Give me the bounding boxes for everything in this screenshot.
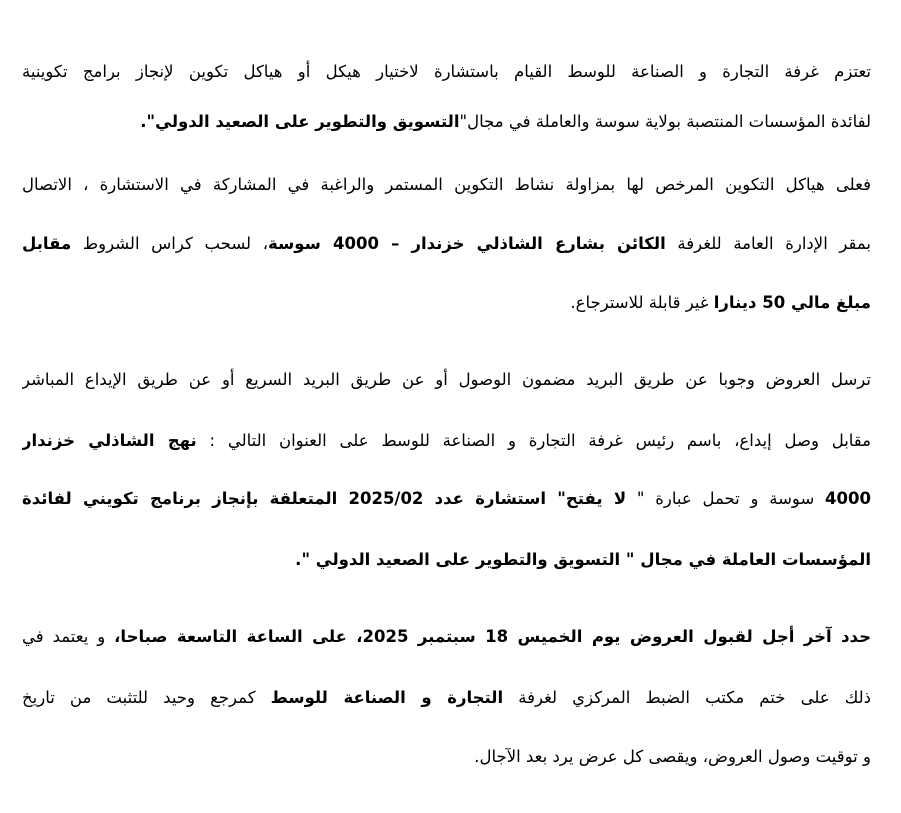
p2-line2-address: الكائن بشارع الشاذلي خزندار – 4000 سوسة xyxy=(268,234,666,253)
p1-line2-c: ". xyxy=(140,112,156,131)
p4-line3 xyxy=(22,744,871,770)
p4-line3-text: و توقيت وصول العروض، ويقصى كل عرض يرد بعد الآجال. xyxy=(474,747,871,766)
p3-line2-a: مقابل وصل إيداع، باسم رئيس غرفة التجارة و الصناعة للوسط على العنوان التالي : xyxy=(209,431,871,450)
p3-line3-a: 4000 xyxy=(825,489,871,508)
p2-line3-amount: مبلغ مالي 50 دينارا xyxy=(713,293,871,312)
p2-line1-text: فعلى هياكل التكوين المرخص لها بمزاولة نشاط التكوين المستمر والراغبة في المشاركة في الاستشارة ، الاتصال xyxy=(22,175,871,194)
p1-line1 xyxy=(22,59,871,85)
p4-line1-b: و يعتمد في xyxy=(22,627,106,646)
p2-line2 xyxy=(22,231,871,257)
p3-line2-street: نهج الشاذلي خزندار xyxy=(22,431,197,450)
p3-line4-text: المؤسسات العاملة في مجال " التسويق والتطوير على الصعيد الدولي ". xyxy=(295,550,871,569)
p2-line2-a: بمقر الإدارة العامة للغرفة xyxy=(677,234,871,253)
p1-line2-bold-field: التسويق والتطوير على الصعيد الدولي xyxy=(155,112,460,131)
p3-line3-c: لا يفتح xyxy=(565,489,627,508)
p4-line2-c: كمرجع وحيد للتثبت من تاريخ xyxy=(22,688,256,707)
p4-line2-chamber: التجارة و الصناعة للوسط xyxy=(270,688,504,707)
p2-line3 xyxy=(22,290,871,316)
p4-line2-a: ذلك على ختم مكتب الضبط المركزي لغرفة xyxy=(518,688,871,707)
p3-line2 xyxy=(22,428,871,454)
p4-line1-deadline: حدد آخر أجل لقبول العروض يوم الخميس 18 سبتمبر 2025، على الساعة التاسعة صباحا، xyxy=(114,627,871,646)
p3-line3-d: " استشارة عدد 2025/02 المتعلقة بإنجاز برنامج تكويني لفائدة xyxy=(22,489,566,508)
p4-line2 xyxy=(22,685,871,711)
p1-line1-text: تعتزم غرفة التجارة و الصناعة للوسط القيام باستشارة لاختيار هيكل أو هياكل تكوين لإنجاز برامج تكوينية xyxy=(22,62,871,81)
p3-line3-b: سوسة و تحمل عبارة " xyxy=(636,489,815,508)
p1-line2 xyxy=(22,109,871,135)
p2-line2-c: ، لسحب كراس الشروط xyxy=(82,234,269,253)
p2-line3-b: غير قابلة للاسترجاع. xyxy=(570,293,709,312)
p2-line2-d: مقابل xyxy=(22,234,72,253)
p3-line1-text: ترسل العروض وجوبا عن طريق البريد مضمون الوصول أو عن طريق البريد السريع أو عن طريق الإيداع المباشر xyxy=(22,370,871,389)
p3-line4 xyxy=(22,547,871,573)
p3-line1 xyxy=(22,367,871,393)
p1-line2-a: لفائدة المؤسسات المنتصبة بولاية سوسة والعاملة في مجال" xyxy=(459,112,871,131)
p4-line1 xyxy=(22,624,871,650)
p3-line3 xyxy=(22,486,871,512)
p2-line1 xyxy=(22,172,871,198)
